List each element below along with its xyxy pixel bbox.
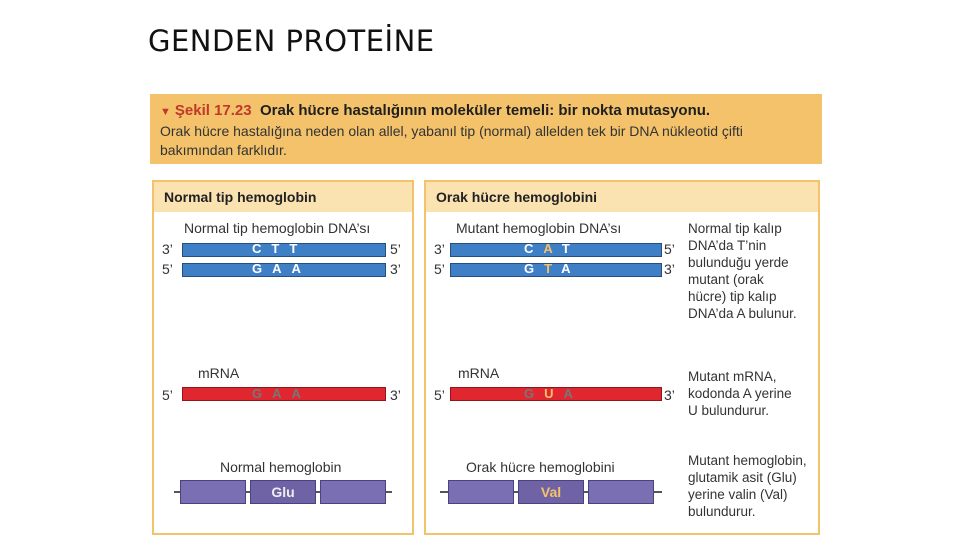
coding-bases: GAA [252,261,311,276]
triangle-down-icon: ▼ [160,106,171,118]
figure-title: Orak hücre hastalığının moleküler temeli: bir nokta mutasyonu. [259,102,711,119]
protein-mutation-note: Mutant hemoglobin, glutamik asit (Glu) yerine valin (Val) bulundurur. [688,453,807,519]
figure-description-line-2: bakımından farklıdır. [160,142,287,158]
residue-segment-glu [250,480,316,504]
hemoglobin-chain [440,480,662,504]
end-label: 3’ [664,261,675,277]
residue-segment-val [518,480,584,504]
mrna-label: mRNA [458,365,500,381]
mrna-label: mRNA [198,365,240,381]
panel-header [154,182,412,212]
figure-caption [150,94,822,164]
residue-segment [320,480,386,504]
mrna-mutation-note: Mutant mRNA, kodonda A yerine U bulundurur. [688,369,792,418]
protein-label: Normal hemoglobin [220,459,342,475]
residue-segment [448,480,514,504]
panel-header [426,182,818,212]
sickle-hemoglobin-panel [424,180,820,535]
figure-label: Şekil 17.23 [174,102,252,119]
end-label: 5’ [390,241,401,257]
figure-description-line-1: Orak hücre hastalığına neden olan allel, yabanıl tip (normal) allelden tek bir DNA nükleotid çifti [160,123,743,139]
end-label: 5’ [162,387,173,403]
figure-caption-title [160,102,710,119]
end-label: 3’ [664,387,675,403]
template-bases: CAT [524,241,580,256]
mrna-bases: GAA [252,386,311,401]
end-label: 3’ [162,241,173,257]
end-label: 5’ [434,261,445,277]
mrna-bases: GUA [524,386,583,401]
slide-title: GENDEN PROTEİNE [148,24,435,58]
dna-label: Mutant hemoglobin DNA’sı [456,220,622,236]
end-label: 5’ [162,261,173,277]
dna-mutation-note: Normal tip kalıp DNA’da T’nin bulunduğu yerde mutant (orak hücre) tip kalıp DNA’da A bulunur. [688,221,797,321]
dna-label: Normal tip hemoglobin DNA’sı [184,220,371,236]
normal-hemoglobin-panel [152,180,414,535]
end-label: 3’ [390,387,401,403]
residue-segment [588,480,654,504]
residue-label: Val [540,484,562,500]
end-label: 5’ [664,241,675,257]
panel-title: Orak hücre hemoglobini [436,189,598,205]
end-label: 3’ [390,261,401,277]
end-label: 3’ [434,241,445,257]
coding-bases: GTA [524,261,581,276]
end-label: 5’ [434,387,445,403]
panel-title: Normal tip hemoglobin [164,189,317,205]
residue-segment [180,480,246,504]
hemoglobin-chain [174,480,392,504]
template-bases: CTT [252,241,308,256]
protein-label: Orak hücre hemoglobini [466,459,615,475]
residue-label: Glu [271,484,295,500]
